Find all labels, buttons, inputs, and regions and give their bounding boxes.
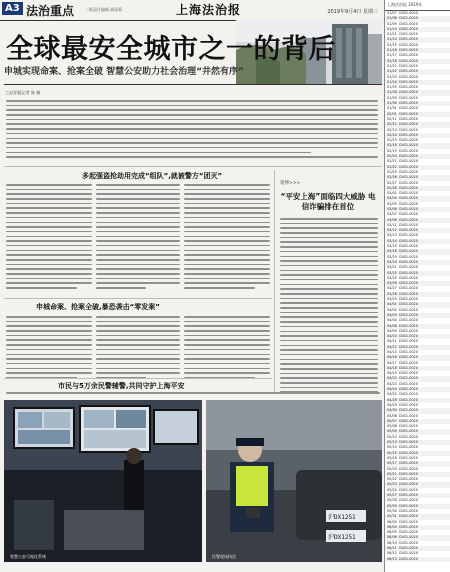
archive-code: CN31-0020 <box>398 127 418 132</box>
archive-date: 01/17 <box>387 53 397 58</box>
archive-code: CN31-0020 <box>398 408 418 413</box>
archive-date: 03/06 <box>387 206 397 211</box>
archive-code: CN31-0020 <box>398 11 418 15</box>
archive-date: 02/18 <box>387 143 397 148</box>
archive-code: CN31-0020 <box>398 148 418 153</box>
archive-date: 04/19 <box>387 371 397 376</box>
archive-code: CN31-0020 <box>398 440 418 445</box>
archive-code: CN31-0020 <box>398 334 418 339</box>
archive-date: 02/12 <box>387 122 397 127</box>
archive-date: 04/30 <box>387 408 397 413</box>
archive-code: CN31-0020 <box>398 418 418 423</box>
archive-code: CN31-0020 <box>398 233 418 238</box>
sidebar-article-title: “平安上海”面临四大威胁 电信诈骗排在首位 <box>280 192 376 211</box>
archive-code: CN31-0020 <box>398 397 418 402</box>
archive-date: 02/13 <box>387 127 397 132</box>
archive-date: 04/16 <box>387 355 397 360</box>
lead-byline: □法治报记者 陈 颖 <box>6 90 41 95</box>
archive-date: 02/25 <box>387 169 397 174</box>
archive-date: 03/01 <box>387 191 397 196</box>
archive-code: CN31-0020 <box>398 477 418 482</box>
archive-code: CN31-0020 <box>398 508 418 513</box>
article-col2-block2 <box>96 316 180 386</box>
archive-code: CN31-0020 <box>398 530 418 535</box>
archive-code: CN31-0020 <box>398 254 418 259</box>
archive-date: 05/16 <box>387 455 397 460</box>
archive-code: CN31-0020 <box>398 434 418 439</box>
archive-code: CN31-0020 <box>398 196 418 201</box>
page-header <box>0 0 382 21</box>
archive-code: CN31-0020 <box>398 217 418 222</box>
archive-code: CN31-0020 <box>398 392 418 397</box>
archive-code: CN31-0020 <box>398 101 418 106</box>
archive-date: 06/13 <box>387 556 397 561</box>
archive-date: 01/11 <box>387 32 397 37</box>
subhead-zero-terror: 申城命案、抢案全破,暴恐袭击“零发案” <box>36 303 160 311</box>
archive-code: CN31-0020 <box>398 238 418 243</box>
archive-code: CN31-0020 <box>398 297 418 302</box>
archive-date: 05/10 <box>387 434 397 439</box>
archive-date: 04/23 <box>387 381 397 386</box>
lead-rule <box>4 166 382 167</box>
archive-date: 03/12 <box>387 228 397 233</box>
archive-date: 01/30 <box>387 101 397 106</box>
archive-code: CN31-0020 <box>398 111 418 116</box>
archive-code: CN31-0020 <box>398 16 418 21</box>
archive-date: 05/29 <box>387 503 397 508</box>
archive-code: CN31-0020 <box>398 249 418 254</box>
archive-code: CN31-0020 <box>398 138 418 143</box>
archive-date: 06/06 <box>387 535 397 540</box>
archive-date: 03/19 <box>387 254 397 259</box>
archive-date: 03/05 <box>387 201 397 206</box>
archive-date: 03/26 <box>387 281 397 286</box>
archive-code: CN31-0020 <box>398 556 418 561</box>
archive-code: CN31-0020 <box>398 307 418 312</box>
archive-date: 05/21 <box>387 471 397 476</box>
archive-code: CN31-0020 <box>398 244 418 249</box>
archive-date: 03/22 <box>387 270 397 275</box>
archive-code: CN31-0020 <box>398 106 418 111</box>
archive-code: CN31-0020 <box>398 323 418 328</box>
archive-date: 03/13 <box>387 233 397 238</box>
archive-date: 02/28 <box>387 185 397 190</box>
article-col1-block1 <box>6 184 92 296</box>
archive-date: 04/17 <box>387 360 397 365</box>
archive-date: 05/31 <box>387 514 397 519</box>
archive-code: CN31-0020 <box>398 487 418 492</box>
archive-date: 01/23 <box>387 74 397 79</box>
archive-date: 05/17 <box>387 461 397 466</box>
archive-code: CN31-0020 <box>398 270 418 275</box>
archive-code: CN31-0020 <box>398 350 418 354</box>
caption-right: 民警现场执法 <box>212 554 236 559</box>
archive-code: CN31-0020 <box>398 328 418 333</box>
archive-code: CN31-0020 <box>398 69 418 74</box>
archive-date: 01/08 <box>387 16 397 21</box>
archive-date: 03/15 <box>387 244 397 249</box>
archive-code: CN31-0020 <box>398 355 418 360</box>
archive-code: CN31-0020 <box>398 482 418 487</box>
lead-paragraph <box>6 100 378 160</box>
headline-rule <box>4 84 382 85</box>
control-room-image <box>4 400 202 562</box>
archive-date: 04/25 <box>387 392 397 397</box>
archive-code: CN31-0020 <box>398 365 418 370</box>
archive-date: 05/13 <box>387 440 397 445</box>
archive-code: CN31-0020 <box>398 540 418 545</box>
archive-date: 01/14 <box>387 37 397 42</box>
archive-code: CN31-0020 <box>398 58 418 63</box>
archive-code: CN31-0020 <box>398 291 418 296</box>
archive-date: 05/23 <box>387 482 397 487</box>
editors-line: 二版责任编辑 俞丽莉 <box>85 7 123 12</box>
police-officer-image <box>206 400 382 562</box>
archive-code: CN31-0020 <box>398 259 418 264</box>
archive-code: CN31-0020 <box>398 206 418 211</box>
archive-date: 04/18 <box>387 365 397 370</box>
archive-date: 03/07 <box>387 212 397 217</box>
archive-code: CN31-0020 <box>398 21 418 26</box>
archive-code: CN31-0020 <box>398 116 418 121</box>
license-plate-2: 沪DX1251 <box>328 534 356 541</box>
caption-left: 智慧公安可视化系统 <box>10 554 46 559</box>
archive-code: CN31-0020 <box>398 201 418 206</box>
article-block3-top <box>6 392 380 398</box>
archive-date: 05/06 <box>387 413 397 418</box>
archive-code: CN31-0020 <box>398 212 418 217</box>
archive-date: 04/03 <box>387 312 397 317</box>
headline-deck: 申城实现命案、抢案全破 智慧公安助力社会治理“井然有序” <box>4 67 244 77</box>
archive-code: CN31-0020 <box>398 85 418 90</box>
article-col3-block2 <box>184 316 270 386</box>
issue-date: 2019年9月4日 星期三 <box>327 9 378 15</box>
archive-date: 06/12 <box>387 551 397 556</box>
archive-code: CN31-0020 <box>398 132 418 137</box>
column-divider <box>274 170 275 394</box>
archive-code: CN31-0020 <box>398 376 418 381</box>
archive-date: 04/09 <box>387 328 397 333</box>
archive-date: 03/18 <box>387 249 397 254</box>
archive-code: CN31-0020 <box>398 32 418 37</box>
archive-code: CN31-0020 <box>398 381 418 386</box>
archive-code: CN31-0020 <box>398 413 418 418</box>
archive-code: CN31-0020 <box>398 312 418 317</box>
archive-code: CN31-0020 <box>398 493 418 498</box>
archive-code: CN31-0020 <box>398 74 418 79</box>
archive-date: 01/16 <box>387 48 397 53</box>
archive-date: 05/28 <box>387 498 397 503</box>
archive-date: 06/11 <box>387 545 397 550</box>
archive-sidebar-header: 上海法治报 2019年 <box>385 0 450 11</box>
archive-date: 02/14 <box>387 132 397 137</box>
archive-code: CN31-0020 <box>398 79 418 84</box>
archive-date: 05/20 <box>387 466 397 471</box>
archive-code: CN31-0020 <box>398 551 418 556</box>
archive-code: CN31-0020 <box>398 461 418 466</box>
archive-date: 03/08 <box>387 217 397 222</box>
archive-date: 04/04 <box>387 318 397 323</box>
archive-date: 04/26 <box>387 397 397 402</box>
archive-date: 04/24 <box>387 387 397 392</box>
archive-code: CN31-0020 <box>398 514 418 519</box>
archive-code: CN31-0020 <box>398 154 418 159</box>
archive-code: CN31-0020 <box>398 185 418 190</box>
archive-code: CN31-0020 <box>398 265 418 270</box>
archive-date: 05/14 <box>387 445 397 450</box>
archive-code: CN31-0020 <box>398 228 418 233</box>
archive-code: CN31-0020 <box>398 450 418 455</box>
archive-code: CN31-0020 <box>398 402 418 407</box>
archive-date: 03/04 <box>387 196 397 201</box>
archive-code: CN31-0020 <box>398 48 418 53</box>
archive-date: 05/08 <box>387 424 397 429</box>
archive-code: CN31-0020 <box>398 545 418 550</box>
archive-code: CN31-0020 <box>398 535 418 540</box>
archive-code: CN31-0020 <box>398 387 418 392</box>
archive-code: CN31-0020 <box>398 42 418 47</box>
archive-date: 02/15 <box>387 138 397 143</box>
archive-date: 04/01 <box>387 302 397 307</box>
archive-code: CN31-0020 <box>398 169 418 174</box>
section-title: 法治重点 <box>26 4 75 18</box>
archive-code: CN31-0020 <box>398 90 418 95</box>
photo-control-room <box>4 400 202 562</box>
archive-date: 02/11 <box>387 116 397 121</box>
archive-date: 03/20 <box>387 259 397 264</box>
archive-date: 01/31 <box>387 106 397 111</box>
archive-date: 04/10 <box>387 334 397 339</box>
archive-code: CN31-0020 <box>398 122 418 127</box>
section3-rule <box>4 378 272 379</box>
archive-date: 04/11 <box>387 339 397 344</box>
subhead-citizens-police: 市民与5万余民警辅警,共同守护上海平安 <box>58 382 185 390</box>
archive-code: CN31-0020 <box>398 503 418 508</box>
article-col1-block2 <box>6 316 92 386</box>
archive-code: CN31-0020 <box>398 191 418 196</box>
archive-date: 01/15 <box>387 42 397 47</box>
archive-date: 02/19 <box>387 148 397 153</box>
archive-date: 04/22 <box>387 376 397 381</box>
archive-date: 05/09 <box>387 429 397 434</box>
archive-code: CN31-0020 <box>398 455 418 460</box>
archive-date: 03/28 <box>387 291 397 296</box>
archive-date: 03/27 <box>387 286 397 291</box>
archive-sidebar-row[interactable] <box>385 557 450 562</box>
archive-date: 02/21 <box>387 159 397 164</box>
archive-date: 04/15 <box>387 350 397 354</box>
archive-code: CN31-0020 <box>398 519 418 524</box>
archive-date: 01/25 <box>387 85 397 90</box>
archive-code: CN31-0020 <box>398 159 418 164</box>
archive-date: 01/28 <box>387 90 397 95</box>
archive-code: CN31-0020 <box>398 339 418 344</box>
sidebar-article-body <box>280 218 378 394</box>
archive-code: CN31-0020 <box>398 344 418 349</box>
archive-code: CN31-0020 <box>398 445 418 450</box>
archive-date: 06/03 <box>387 519 397 524</box>
archive-code: CN31-0020 <box>398 524 418 529</box>
archive-date: 01/29 <box>387 95 397 100</box>
archive-date: 02/22 <box>387 164 397 169</box>
archive-date: 01/21 <box>387 63 397 68</box>
archive-date: 03/11 <box>387 222 397 227</box>
license-plate-1: 沪DX1251 <box>328 514 356 521</box>
archive-code: CN31-0020 <box>398 37 418 42</box>
archive-code: CN31-0020 <box>398 471 418 476</box>
archive-date: 06/05 <box>387 530 397 535</box>
archive-date: 03/14 <box>387 238 397 243</box>
archive-date: 05/27 <box>387 493 397 498</box>
archive-code: CN31-0020 <box>398 466 418 471</box>
section2-rule <box>4 298 272 299</box>
archive-date: 02/20 <box>387 154 397 159</box>
archive-code: CN31-0020 <box>398 180 418 185</box>
archive-code: CN31-0020 <box>398 371 418 376</box>
archive-date: 01/18 <box>387 58 397 63</box>
archive-date: 05/22 <box>387 477 397 482</box>
archive-date: 06/10 <box>387 540 397 545</box>
archive-code: CN31-0020 <box>398 318 418 323</box>
archive-date: 05/24 <box>387 487 397 492</box>
archive-date: 01/10 <box>387 26 397 31</box>
archive-date: 04/29 <box>387 402 397 407</box>
subhead-gang-robbery: 多起强盗抢劫用完成“组队”,就被警方“团灭” <box>82 172 223 180</box>
article-col3-block1 <box>184 184 270 296</box>
archive-date: 05/15 <box>387 450 397 455</box>
archive-code: CN31-0020 <box>398 143 418 148</box>
archive-code: CN31-0020 <box>398 222 418 227</box>
page-number: A3 <box>2 2 23 15</box>
archive-date: 05/30 <box>387 508 397 513</box>
archive-date: 01/09 <box>387 21 397 26</box>
archive-code: CN31-0020 <box>398 175 418 180</box>
archive-code: CN31-0020 <box>398 164 418 169</box>
archive-code: CN31-0020 <box>398 281 418 286</box>
sidebar-kicker: 延伸>>> <box>280 181 301 186</box>
archive-code: CN31-0020 <box>398 424 418 429</box>
archive-date: 02/01 <box>387 111 397 116</box>
archive-date: 01/24 <box>387 79 397 84</box>
archive-date: 06/04 <box>387 524 397 529</box>
main-headline: 全球最安全城市之一的背后 <box>6 34 336 65</box>
archive-date: 03/25 <box>387 275 397 280</box>
archive-date: 02/26 <box>387 175 397 180</box>
archive-date: 05/07 <box>387 418 397 423</box>
photo-police-officer <box>206 400 382 562</box>
archive-code: CN31-0020 <box>398 360 418 365</box>
masthead: 上海法治报 <box>176 3 242 17</box>
archive-date: 03/29 <box>387 297 397 302</box>
archive-sidebar <box>384 0 450 572</box>
archive-date: 03/21 <box>387 265 397 270</box>
archive-code: CN31-0020 <box>398 63 418 68</box>
archive-code: CN31-0020 <box>398 53 418 58</box>
archive-date: 01/22 <box>387 69 397 74</box>
archive-code: CN31-0020 <box>398 429 418 434</box>
archive-date: 02/27 <box>387 180 397 185</box>
archive-sidebar-list <box>385 11 450 562</box>
archive-code: CN31-0020 <box>398 302 418 307</box>
archive-date: 04/12 <box>387 344 397 349</box>
archive-code: CN31-0020 <box>398 26 418 31</box>
archive-code: CN31-0020 <box>398 95 418 100</box>
article-col2-block1 <box>96 184 180 296</box>
archive-code: CN31-0020 <box>398 286 418 291</box>
archive-code: CN31-0020 <box>398 498 418 503</box>
archive-date: 01/07 <box>387 11 397 15</box>
archive-date: 04/02 <box>387 307 397 312</box>
archive-code: CN31-0020 <box>398 275 418 280</box>
archive-date: 04/08 <box>387 323 397 328</box>
